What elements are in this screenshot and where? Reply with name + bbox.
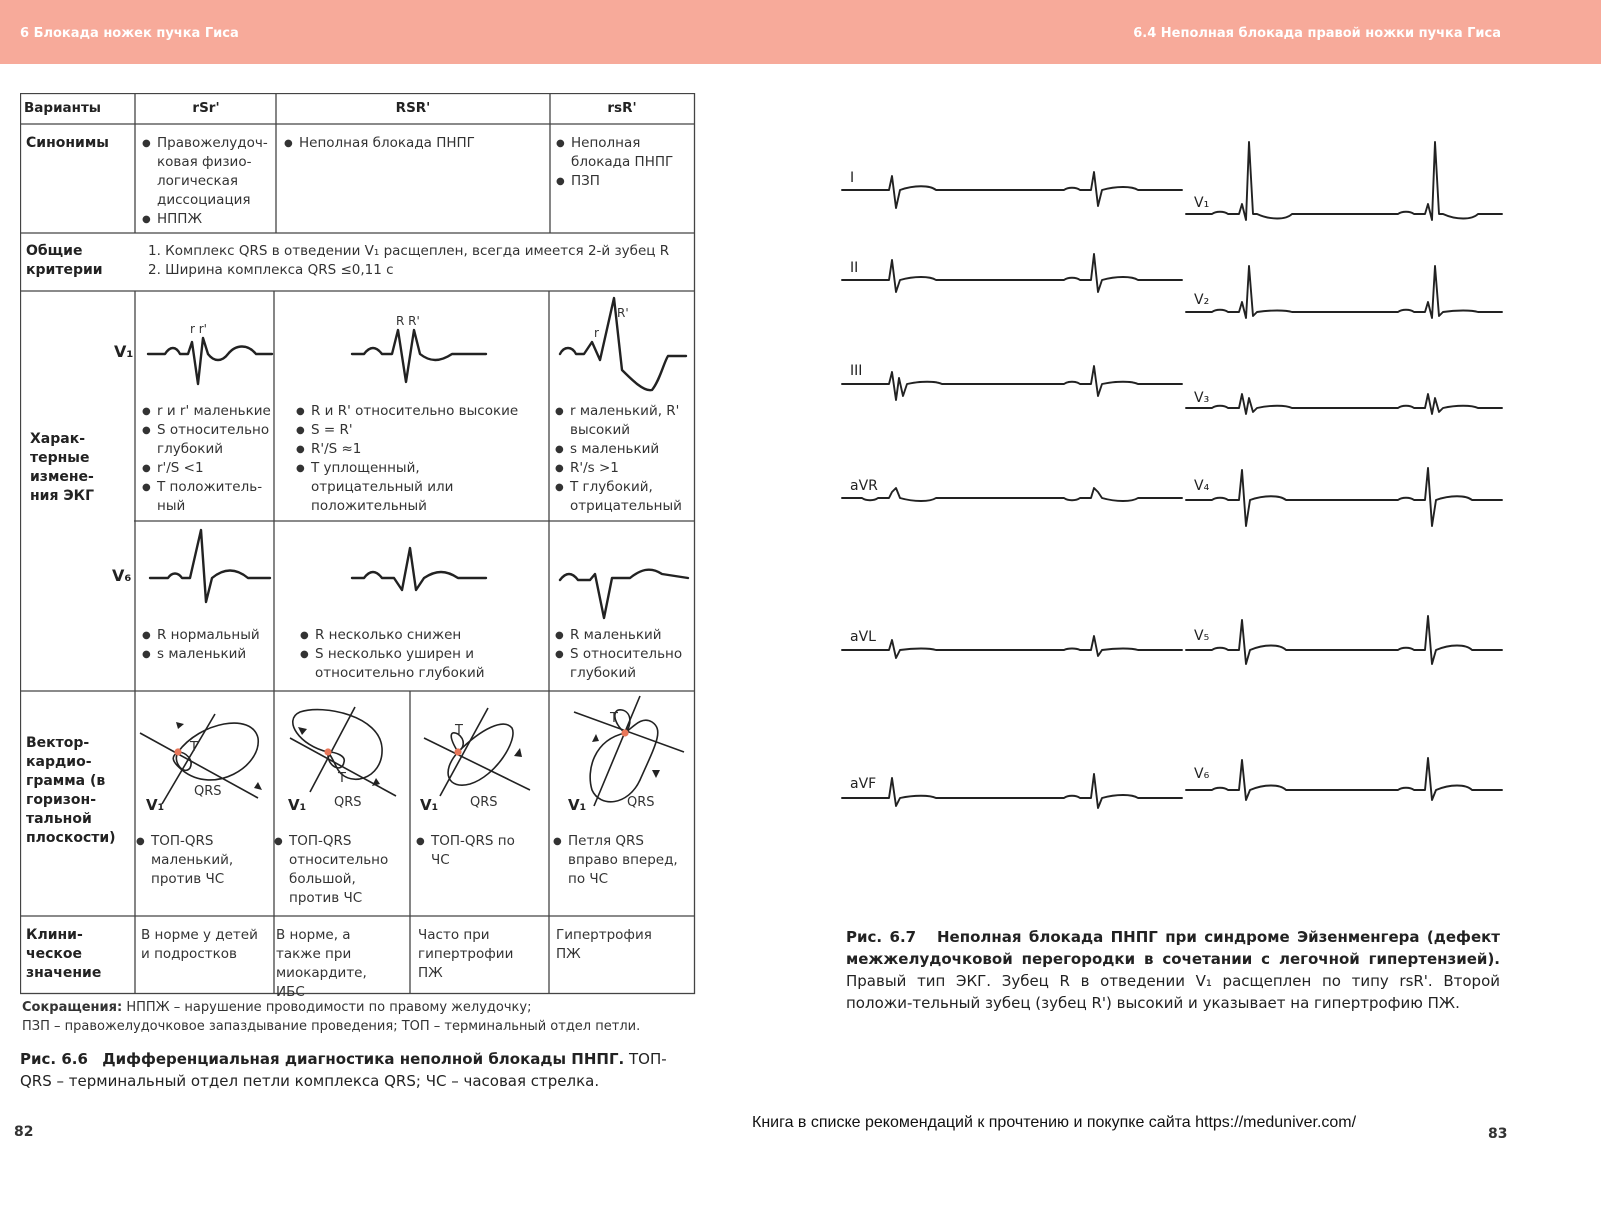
list-item: 2. Ширина комплекса QRS ≤0,11 с [148,262,394,278]
running-head-right: 6.4 Неполная блокада правой ножки пучка Гиса [1133,26,1501,41]
vcg-v1-label: V₁ [146,796,165,814]
trace-lead-V5 [1186,616,1502,664]
list-item: ● R несколько снижен [300,626,526,645]
list-item: ● Неполная блокада ПНПГ [284,134,544,153]
list-item: ● r'/S <1 [142,459,272,478]
vcg-qrs-label: QRS [627,795,655,810]
list-item: ● s маленький [555,440,690,459]
trace-lead-II [842,254,1182,292]
vcg-v1-label: V₁ [288,796,307,814]
abbreviations-line2: ПЗП – правожелудочковое запаздывание проведения; ТОП – терминальный отдел петли. [22,1019,641,1034]
clinical-col3: Часто при гипертрофии ПЖ [418,927,514,981]
list-item: ● T уплощенный, отрицательный или положительный [296,459,528,516]
lead-label-V6: V₆ [1194,766,1210,782]
page-number-left: 82 [14,1124,34,1140]
lead-label-aVL: aVL [850,629,876,645]
col-header-variants: Варианты [24,100,101,116]
v1-wave-label-c2: R R' [396,314,420,328]
caption-number: Рис. 6.6 [20,1050,88,1068]
lead-label-III: III [850,363,863,379]
running-head-left: 6 Блокада ножек пучка Гиса [20,26,239,41]
lead-label-I: I [850,170,855,186]
col-header-RSR: RSR' [395,100,431,116]
lead-label-aVF: aVF [850,776,877,792]
caption-number: Рис. 6.7 [846,928,917,946]
caption-title: Дифференциальная диагностика неполной блокады ПНПГ. [102,1050,625,1068]
trace-lead-V3 [1186,394,1502,414]
vcg-t-label: T [455,723,463,738]
list-item: ● ТОП-QRS маленький, против ЧС [136,832,248,889]
v1-label: V₁ [114,342,134,361]
list-item: ● S = R' [296,421,528,440]
list-item: ● R и R' относительно высокие [296,402,528,421]
list-item: ● S относительно глубокий [555,645,690,683]
list-item: ● r маленький, R' высокий [555,402,690,440]
clinical-col1: В норме у детей и подростков [141,927,258,962]
list-item: 1. Комплекс QRS в отведении V₁ расщеплен, всегда имеется 2-й зубец R [148,243,670,259]
trace-lead-I [842,172,1182,208]
figure-caption-right [846,926,1500,1014]
vcg-t-label: T [338,771,346,786]
row-label-vectorcardiogram: Вектор-кардио-грамма (в горизон-тальной плоскости) [26,735,116,846]
row-label-criteria: Общие критерии [26,243,103,278]
clinical-col2: В норме, а также при миокардите, ИБС [276,927,367,1000]
lead-label-V5: V₅ [1194,628,1210,644]
list-item: ● Петля QRS вправо вперед, по ЧС [553,832,685,889]
list-item: ● R'/S ≈1 [296,440,528,459]
vcg-qrs-label: QRS [334,795,362,810]
vcg-qrs-label: QRS [470,795,498,810]
lead-label-aVR: aVR [850,478,878,494]
list-item: ● R нормальный [142,626,272,645]
vcg-t-label: T [610,711,618,726]
list-item: ● R маленький [555,626,690,645]
trace-lead-III [842,366,1182,400]
list-item: ● Неполная блокада ПНПГ [556,134,690,172]
v6-label: V₆ [112,566,132,585]
vcg-v1-label: V₁ [568,796,587,814]
list-item: ● S несколько уширен и относительно глубокий [300,645,526,683]
col-header-rsr: rSr' [192,100,220,116]
caption-text: ТОП-QRS – терминальный отдел петли комплекса QRS; ЧС – часовая стрелка. [20,1050,667,1090]
vcg-qrs-label: QRS [194,784,222,799]
clinical-col4: Гипертрофия ПЖ [556,927,652,962]
lead-label-II: II [850,260,859,276]
vcg-t-label: T [190,740,198,755]
trace-lead-V6 [1186,758,1502,800]
trace-lead-aVF [842,774,1182,808]
list-item: ● ТОП-QRS относительно большой, против ЧС [274,832,386,908]
col-header-rsR: rsR' [607,100,637,116]
list-item: ● НППЖ [142,210,272,229]
list-item: ● s маленький [142,645,272,664]
caption-title: Неполная блокада ПНПГ при синдроме Эйзенменгера (дефект межжелудочковой перегородки в сочетании с легочной гипертензией). [846,928,1500,968]
lead-label-V4: V₄ [1194,478,1210,494]
lead-label-V1: V₁ [1194,195,1210,211]
row-label-clinical: Клини-ческое значение [26,927,102,981]
list-item: ● ТОП-QRS по ЧС [416,832,524,870]
row-label-ecg-changes: Харак-терные измене-ния ЭКГ [30,431,94,504]
trace-lead-aVL [842,636,1182,658]
row-label-synonyms: Синонимы [26,135,109,151]
list-item: ● r и r' маленькие [142,402,272,421]
trace-lead-aVR [842,488,1182,501]
list-item: ● R'/s >1 [555,459,690,478]
list-item: ● ПЗП [556,172,690,191]
trace-lead-V4 [1186,468,1502,526]
trace-lead-V2 [1186,266,1502,318]
lead-label-V2: V₂ [1194,292,1210,308]
abbreviations-text1: НППЖ – нарушение проводимости по правому желудочку; [122,1000,532,1015]
list-item: ● Правожелудоч-ковая физио-логическая диссоциация [142,134,272,210]
abbreviations-lead: Сокращения: [22,1000,123,1015]
list-item: ● T положитель-ный [142,478,272,516]
page-number-right: 83 [1488,1126,1508,1142]
v1-wave-label-c1: r r' [190,322,207,336]
source-banner: Книга в списке рекомендаций к прочтению и покупке сайта https://meduniver.com/ [752,1114,1357,1131]
caption-text: Правый тип ЭКГ. Зубец R в отведении V₁ расщеплен по типу rsR'. Второй положи-тельный зубец (зубец R') высокий и указывает на гипертрофию ПЖ. [846,972,1500,1012]
lead-label-V3: V₃ [1194,390,1210,406]
v1-wave-label-c3-r: r [594,326,599,340]
list-item: ● S относительно глубокий [142,421,272,459]
v1-wave-label-c3-R: R' [617,306,629,320]
vcg-v1-label: V₁ [420,796,439,814]
trace-lead-V1 [1186,142,1502,220]
list-item: ● T глубокий, отрицательный [555,478,690,516]
